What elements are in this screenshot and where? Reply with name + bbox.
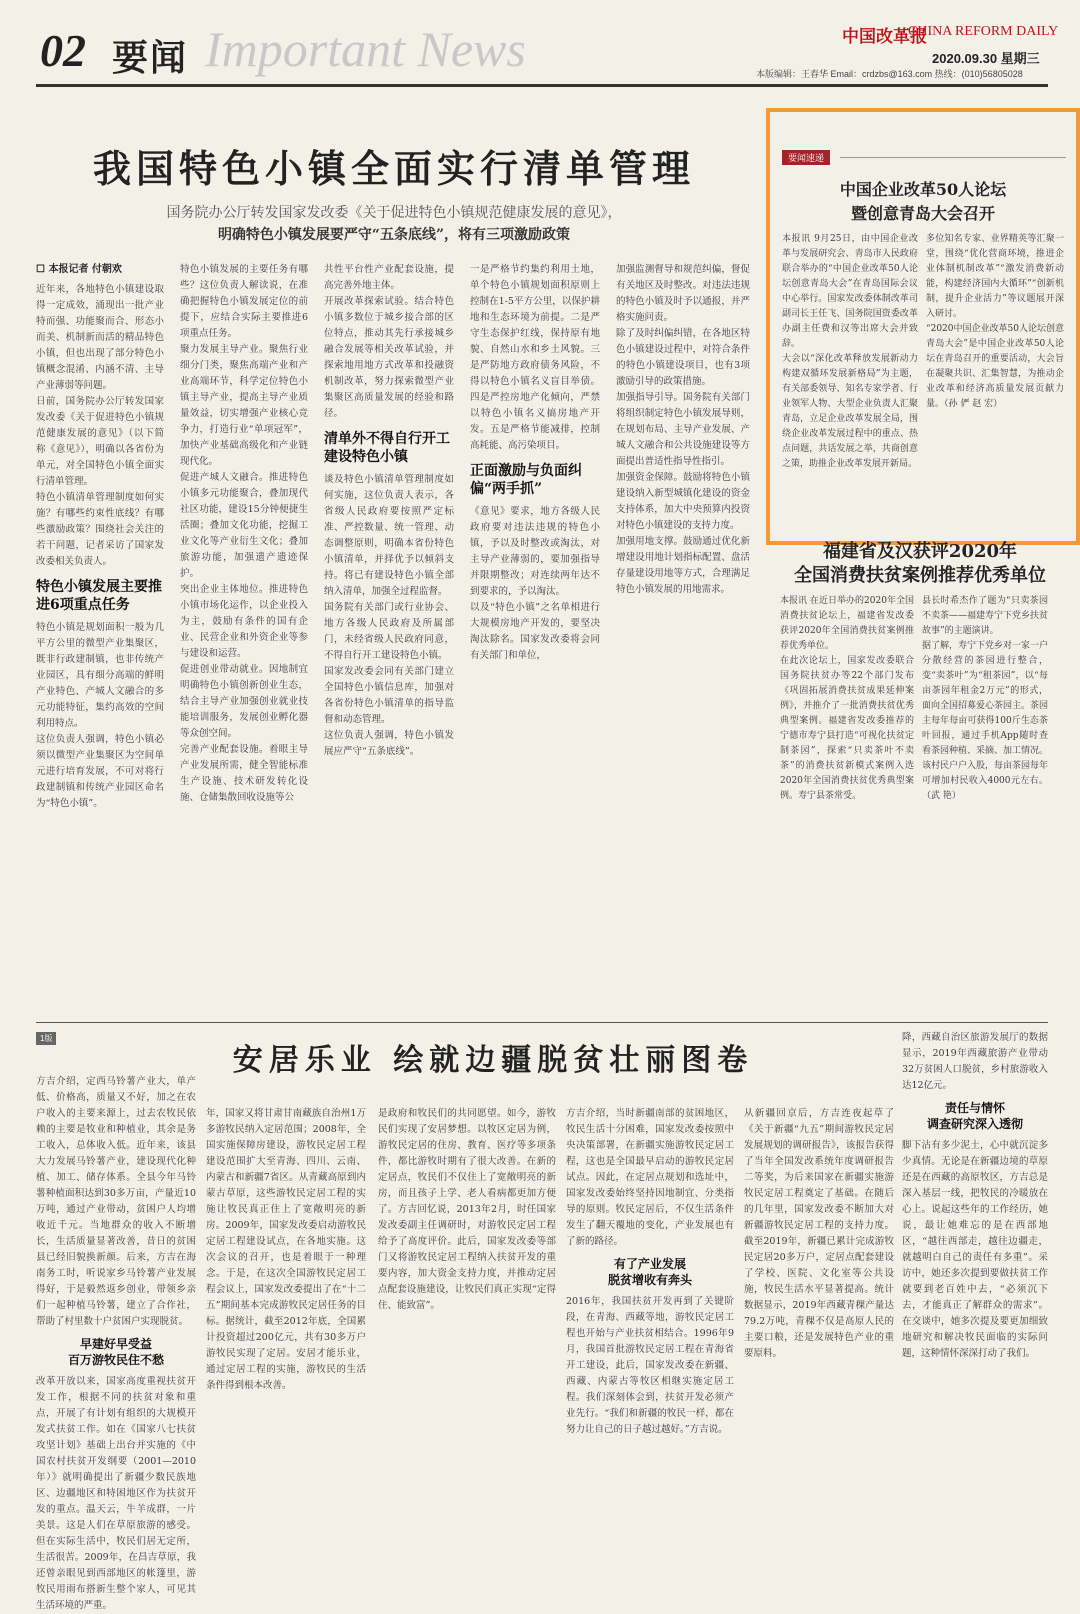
tag-divider xyxy=(840,157,1066,158)
paragraph: 据了解，寿宁下党乡对一家一户分散经营的茶园进行整合，变“卖茶叶”为“租茶园”，以“每亩茶园年租金2万元”的形式，面向全国招募爱心茶园主。茶园主每年每亩可获得100斤生态茶叶回报，通过手机App随时查看茶园种植、采摘、加工情况。该村民户户入股，每亩茶园每年可增加村民收入4000元左右。（武 艳） xyxy=(922,641,1049,801)
paragraph: 脚下沾有多少泥土，心中就沉淀多少真情。无论是在新疆边境的草原还是在西藏的高原牧区，方吉总是深入基层一线，把牧民的冷暖放在心上。说起这些年的工作经历，她说，最让她难忘的是在西部地区，“越往西部走，越往边疆走，就越明白自己的责任有多重”。采访中，她还多次提到要做扶贫工作就要到老百姓中去，“必须沉下去，才能真正了解群众的需求”。在交谈中，她多次提及要更加细致地研究和解决牧民面临的实际问题，这种情怀深深打动了我们。 xyxy=(902,1140,1048,1359)
paragraph: 加强指导引导。国务院有关部门将组织制定特色小镇发展导则，在规划布局、主导产业发展、产城人文融合和公共设施建设等方面提出普适性指导性指引。 xyxy=(616,392,750,467)
paragraph: 聚力发展主导产业。聚焦行业细分门类，聚焦高端产业和产业高端环节，科学定位特色小镇主导产业，提高主导产业质量效益，切实增强产业核心竞争力，打造行业“单项冠军”，加快产业基础高级化和产业链现代化。 xyxy=(180,344,308,467)
section-title: 要闻 xyxy=(112,37,189,79)
article2-column-2 xyxy=(206,1106,366,1544)
continuation-tag: 1版 xyxy=(36,1032,56,1045)
subheading xyxy=(902,1100,1048,1132)
paragraph: 加强用地支撑。鼓励通过优化新增建设用地计划指标配置、盘活存量建设用地等方式，合理满足特色小镇发展的用地需求。 xyxy=(616,536,750,595)
page-number: 02 xyxy=(40,25,86,76)
subheading: 特色小镇发展主要推进6项重点任务 xyxy=(36,579,162,613)
paragraph: 完善产业配套设施。着眼主导产业发展所需，健全智能标准生产设施、技术研发转化设施、仓储集散回收设施等公 xyxy=(180,744,308,803)
paragraph: 除了及时纠偏纠错，在各地区特色小镇建设过程中，对符合条件的特色小镇建设项目，也有3项激励引导的政策措施。 xyxy=(616,328,750,387)
article2-column-4 xyxy=(566,1106,734,1544)
article1-column-1 xyxy=(36,282,164,852)
subheading-line2: 脱贫增收有奔头 xyxy=(607,1273,692,1287)
news-brief-column-1 xyxy=(782,232,918,532)
paragraph: “2020中国企业改革50人论坛创意青岛大会”是中国企业改革50人论坛在青岛召开的重要活动，大会旨在凝聚共识、汇集智慧，为推动企业改革和经济高质量发展贡献力量。（孙 俨 赵 宏） xyxy=(926,324,1064,409)
paragraph: 加强监测督导和规范纠偏，督促有关地区及时整改。对违法违规的特色小镇及时予以通报，并严格实施问责。 xyxy=(616,264,750,323)
paragraph: 降，西藏自治区旅游发展厅的数据显示，2019年西藏旅游产业带动32万贫困人口脱贫，乡村旅游收入达12亿元。 xyxy=(902,1032,1048,1091)
paragraph: 以及“特色小镇”之名单相进行大规模房地产开发的，要坚决淘汰除名。国家发改委将会同有关部门和单位， xyxy=(470,602,600,661)
news-brief-tag: 要闻速递 xyxy=(782,150,830,165)
newspaper-logo: 中国改革报 xyxy=(842,27,927,47)
article1-byline: ☐ 本报记者 付朝欢 xyxy=(36,264,122,275)
subheading-line2: 百万游牧民住不愁 xyxy=(67,1353,164,1367)
paragraph: 这位负责人强调，特色小镇发展应严守“五条底线”。 xyxy=(324,730,454,757)
subheading xyxy=(566,1256,734,1288)
article2-column-3 xyxy=(378,1106,556,1544)
brief-title-line1: 福建省及汉获评2020年 xyxy=(822,541,1018,562)
paragraph: 这位负责人强调，特色小镇必须以微型产业集聚区为空间单元进行培育发展，不可对将行政建制镇和传统产业园区命名为“特色小镇”。 xyxy=(36,734,164,809)
section-title-english: Important News xyxy=(205,21,526,77)
article2-headline: 安居乐业 绘就边疆脱贫壮丽图卷 xyxy=(232,1043,754,1078)
newspaper-name-english: CHINA REFORM DAILY xyxy=(908,24,1059,39)
paragraph: 加强资金保障。鼓励将特色小镇建设纳入新型城镇化建设的资金支持体系，加大中央预算内投资对特色小镇建设的支持力度。 xyxy=(616,472,750,531)
news-brief-title-line2: 暨创意青岛大会召开 xyxy=(850,204,995,223)
paragraph: 方吉介绍，定西马铃薯产业大，单产低、价格高，质量又不好，加之在农户收入的主要来源上，过去农牧民依赖的主要是牧业和种植业，其余是务工收入，总体收入低。近年来，该县大力发展马铃薯产业，建设现代化种植、加工、储存体系。全县今年马铃薯种植面积达到30多万亩，产量近10万吨，通过产业带动，贫困户人均增收近千元。当地群众的收入不断增长，生活质量显著改善，昔日的贫困县已经旧貌换新颜。后来，方吉在海南务工时，听说家乡马铃薯产业发展得好，于是毅然返乡创业，带领乡亲们一起种植马铃薯，建立了合作社，帮助了村里数十户贫困户实现脱贫。 xyxy=(36,1076,196,1327)
article1-column-3 xyxy=(324,262,454,852)
paragraph: 谈及特色小镇清单管理制度如何实施，这位负责人表示，各省级人民政府要按照严定标准、严控数量、统一管理、动态调整原则，明确本省份特色小镇清单，并择优予以倾斜支持。将已有建设特色小镇全部纳入清单，加强全过程监督。 xyxy=(324,474,454,597)
paragraph: 国务院有关部门或行业协会、地方各级人民政府及所属部门，未经省级人民政府同意，不得自行开工建设特色小镇。 xyxy=(324,602,454,661)
paragraph: 本报讯 在近日举办的2020年全国消费扶贫论坛上，福建省发改委获评2020年全国消费扶贫案例推荐优秀单位。 xyxy=(780,596,914,651)
paragraph: 近年来，各地特色小镇建设取得一定成效，涌现出一批产业特而强、功能聚而合、形态小而美、机制新而活的精品特色小镇，但也出现了部分特色小镇概念混淆、内涵不清、主导产业薄弱等问题。 xyxy=(36,284,164,391)
paragraph: 特色小镇清单管理制度如何实施？有哪些约束性底线？有哪些激励政策？围绕社会关注的若干问题，记者采访了国家发改委相关负责人。 xyxy=(36,492,164,567)
paragraph: 特色小镇发展的主要任务有哪些？这位负责人解读说，在准确把握特色小镇发展定位的前提下，应结合实际主要推进6项重点任务。 xyxy=(180,264,308,339)
subheading-line1: 责任与情怀 xyxy=(944,1101,1005,1115)
paragraph: 开展改革探索试验。结合特色小镇多数位于城乡接合部的区位特点，推动其先行承接城乡融合发展等相关改革试验，并探索地用地方式改革和投融资机制改革，努力探索微型产业集聚区高质量发展的经验和路径。 xyxy=(324,296,454,419)
subheading xyxy=(36,1336,196,1368)
paragraph: 本报讯 9月25日，由中国企业改革与发展研究会、青岛市人民政府联合举办的“中国企业改革50人论坛创意青岛大会”在青岛国际会议中心举行。国家发改委体制改革司副司长王任飞、国务院国资委改革办副主任费和汉等出席大会并致辞。 xyxy=(782,234,918,349)
paragraph: 多位知名专家、业界精英等汇聚一堂，围绕“优化营商环境，推进企业体制机制改革”“激发消费新动能，构建经济国内大循环”“创新机制，提升企业活力”等议题展开深入研讨。 xyxy=(926,234,1064,319)
paragraph: 国家发改委会同有关部门建立全国特色小镇信息库，加强对各省份特色小镇清单的指导监督和动态管理。 xyxy=(324,666,454,725)
article1-column-4 xyxy=(470,262,600,852)
paragraph: 一是严格节约集约利用土地，单个特色小镇规划面积原则上控制在1-5平方公里，以保护耕地和生态环境为前提。二是严守生态保护红线，保持原有地貌、自然山水和乡土风貌。三是严防地方政府债务风险，不得以特色小镇名义盲目举债。四是严控房地产化倾向，严禁以特色小镇名义搞房地产开发。五是严格节能减排，控制高耗能、高污染项目。 xyxy=(470,264,600,451)
paragraph: 促进产城人文融合。推进特色小镇多元功能聚合，叠加现代社区功能，建设15分钟便捷生活圈；叠加文化功能，挖掘工业文化等产业衍生文化；叠加旅游功能，加强遗产遗迹保护。 xyxy=(180,472,308,579)
paragraph: 在此次论坛上，国家发改委联合国务院扶贫办等22个部门发布《巩固拓展消费扶贫成果延伸案例》，并推介了一批消费扶贫优秀典型案例。福建省发改委推荐的宁德市寿宁县打造“可视化扶贫定制茶园”，探索“只卖茶叶不卖茶”的消费扶贫新模式案例入选2020年全国消费扶贫优秀典型案例。寿宁县茶常受。 xyxy=(780,656,914,801)
brief-column-2 xyxy=(922,594,1048,852)
article2-brief-title xyxy=(770,540,1070,588)
section-divider xyxy=(36,1022,1048,1023)
article2-column-6 xyxy=(902,1030,1048,1544)
brief-column-1 xyxy=(780,594,914,852)
article2-column-1 xyxy=(36,1074,196,1611)
subheading-line1: 有了产业发展 xyxy=(613,1257,686,1271)
subheading-line2: 调查研究深入透彻 xyxy=(926,1117,1023,1131)
paragraph: 共性平台性产业配套设施，提高完善外地主体。 xyxy=(324,264,454,291)
header-rule xyxy=(36,84,1048,87)
paragraph: 2016年，我国扶贫开发再到了关键阶段，在青海、西藏等地，游牧民定居工程也开始与产业扶贫相结合。1996年9月，我国首批游牧民定居工程在青海省开工建设，此后，国家发改委在新疆、西藏、内蒙古等牧区相继实施定居工程。我们深刻体会到，扶贫开发必须产业先行。“我们和新疆的牧民一样，都在努力让自己的日子越过越好。”方吉说。 xyxy=(566,1296,734,1435)
paragraph: 县长时希杰作了题为“只卖茶园不卖茶——福建寿宁下党乡扶贫故事”的主题演讲。 xyxy=(922,596,1049,636)
paragraph: 年，国家又将甘肃甘南藏族自治州1万多游牧民纳入定居范围；2008年，全国实施保障房建设，游牧民定居工程建设范围扩大至青海、四川、云南、内蒙古和新疆7省区。从青藏高原到内蒙古草原，这些游牧民定居工程的实施让牧民真正住上了宽敞明亮的新房。2009年，国家发改委启动游牧民定居工程建设试点，在各地实施。这次会议的召开，也是着眼于一种理念。于是，在这次全国游牧民定居工程会议上，国家发改委提出了在“十二五”期间基本完成游牧民定居任务的目标。据统计，截至2012年底，全国累计投资超过200亿元，共有30多万户游牧民实现了定居。安居才能乐业，通过定居工程的实施，游牧民的生活条件得到根本改善。 xyxy=(206,1108,366,1391)
paragraph: 《意见》要求，地方各级人民政府要对违法违规的特色小镇，予以及时整改或淘汰，对主导产业薄弱的，要加强指导并限期整改；对连续两年达不到要求的，予以淘汰。 xyxy=(470,506,600,597)
brief-title-line2: 全国消费扶贫案例推荐优秀单位 xyxy=(794,565,1046,586)
article1-subtitle: 国务院办公厅转发国家发改委《关于促进特色小镇规范健康发展的意见》， xyxy=(166,205,622,221)
news-brief-title-line1: 中国企业改革50人论坛 xyxy=(839,180,1007,199)
issue-date: 2020.09.30 星期三 xyxy=(932,51,1040,66)
paragraph: 促进创业带动就业。因地制宜明确特色小镇创新创业生态，结合主导产业加强创业就业技能培训服务，发展创业孵化器等众创空间。 xyxy=(180,664,308,739)
subheading: 清单外不得自行开工建设特色小镇 xyxy=(324,431,450,465)
paragraph: 突出企业主体地位。推进特色小镇市场化运作，以企业投入为主，鼓励有条件的国有企业、民营企业和外资企业等参与建设和运营。 xyxy=(180,584,308,659)
paragraph: 改革开放以来，国家高度重视扶贫开发工作，根据不同的扶贫对象和重点，开展了有计划有组织的大规模开发式扶贫工作。如在《国家八七扶贫攻坚计划》基础上出台并实施的《中国农村扶贫开发纲要（2001—2010年）》就明确提出了新疆少数民族地区、边疆地区和特困地区作为扶贫开发的重点。温天云，牛羊成群，一片美景。这是人们在草原旅游的感受。但在实际生活中，牧民们居无定所，生活很苦。2009年，在昌吉草原，我还曾亲眼见到西部地区的帐篷里，游牧民用雨布搭新生整个家人，可见其生活环境的严重。 xyxy=(36,1376,196,1611)
article1-column-5 xyxy=(616,262,750,852)
article1-column-2 xyxy=(180,262,308,852)
paragraph: 大会以“深化改革释放发展新动力 构建双循环发展新格局”为主题，有关部委领导、知名专家学者、行业领军人物、大型企业负责人汇聚青岛，立足企业改革发展全局，围绕企业改革发展过程中的重点、热点问题，共话发展之举，共商创意之策，助推企业改革发展开新局。 xyxy=(782,354,918,469)
subheading: 正面激励与负面纠偏“两手抓” xyxy=(470,463,582,497)
masthead xyxy=(0,0,1080,88)
article1-subtitle-2: 明确特色小镇发展要严守“五条底线”，将有三项激励政策 xyxy=(217,227,571,243)
news-brief-column-2 xyxy=(926,232,1064,532)
paragraph: 是政府和牧民们的共同愿望。如今，游牧民们实现了安居梦想。以牧区定居为例，游牧民定居的住房、教育、医疗等多项条件，都比游牧时期有了很大改善。在新的定居点，牧民们不仅住上了宽敞明亮的新房，而且孩子上学、老人看病都更加方便了。方吉回忆说，2013年2月，时任国家发改委副主任调研时，对游牧民定居工程给予了高度评价。此后，国家发改委等部门又将游牧民定居工程纳入扶贫开发的重要内容，加大资金支持力度，并推动定居点配套设施建设，让牧民们真正实现“定得住、能致富”。 xyxy=(378,1108,556,1311)
article1-headline: 我国特色小镇全面实行清单管理 xyxy=(92,146,695,191)
news-brief-box xyxy=(766,108,1080,545)
subheading-line1: 早建好早受益 xyxy=(79,1337,152,1351)
paragraph: 日前，国务院办公厅转发国家发改委《关于促进特色小镇规范健康发展的意见》（以下简称《意见》），明确以各省份为单元，对全国特色小镇全面实行清单管理。 xyxy=(36,396,164,487)
paragraph: 从新疆回京后，方吉连夜起草了《关于新疆“九五”期间游牧民定居发展规划的调研报告》，该报告获得了当年全国发改系统年度调研报告二等奖，为后来国家在新疆实施游牧民定居工程奠定了基础。在随后的几年里，国家发改委不断加大对新疆游牧民定居工程的支持力度。截至2019年，新疆已累计完成游牧民定居20多万户，定居点配套建设了学校、医院、文化室等公共设施，牧民生活水平显著提高。统计数据显示，2019年西藏青稞产量达79.2万吨，青稞不仅是高原人民的主要口粮，还是发展特色产业的重要原料。 xyxy=(744,1108,894,1359)
article2-column-5 xyxy=(744,1106,894,1544)
paragraph: 特色小镇是规划面积一般为几平方公里的微型产业集聚区，既非行政建制镇，也非传统产业园区，具有细分高端的鲜明产业特色、产城人文融合的多元功能特征，集约高效的空间利用特点。 xyxy=(36,622,164,729)
editor-line: 本版编辑：王春华 Email：crdzbs@163.com 热线：(010)56805028 xyxy=(756,69,1023,79)
paragraph: 方吉介绍，当时新疆南部的贫困地区，牧民生活十分困难，国家发改委按照中央决策部署，在新疆实施游牧民定居工程，这也是全国最早启动的游牧民定居试点。因此，在定居点规划和选址中，国家发改委始终坚持因地制宜、分类指导的原则。牧民定居后，不仅生活条件发生了翻天覆地的变化，产业发展也有了新的路径。 xyxy=(566,1108,734,1247)
news-brief-title xyxy=(770,178,1076,226)
